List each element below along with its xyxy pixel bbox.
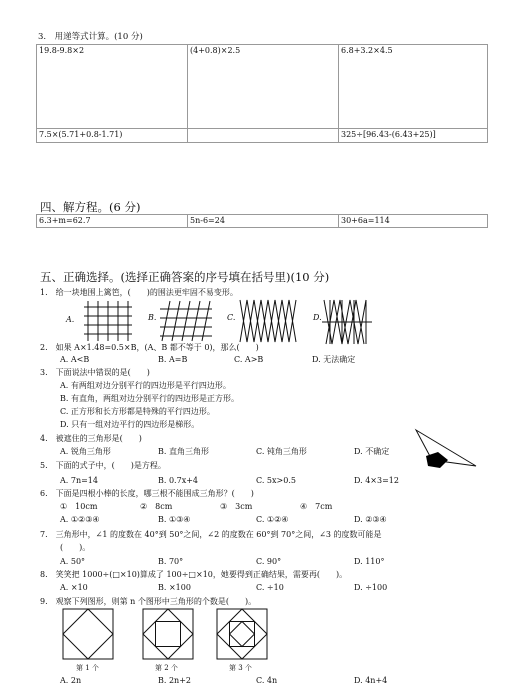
caption-3: 第 3 个 xyxy=(229,664,252,672)
option-c: C. A>B xyxy=(234,355,264,364)
option-b: B. xyxy=(148,313,157,322)
pattern-figure-3 xyxy=(216,608,268,660)
question-9: 9. 观察下列图形，则第 n 个图形中三角形的个数是( )。 xyxy=(40,597,257,606)
stick-2: ② 8cm xyxy=(140,502,173,511)
fence-triangle-figure xyxy=(240,300,296,344)
option-a: A. ×10 xyxy=(60,583,88,592)
option-a: A. 7n=14 xyxy=(60,476,98,485)
equation-cell: 5n-6=24 xyxy=(188,215,339,228)
option-d: D. 无法确定 xyxy=(312,355,356,364)
caption-1: 第 1 个 xyxy=(76,664,99,672)
option-a: A. 锐角三角形 xyxy=(60,447,111,456)
option-c: C. ①②④ xyxy=(256,515,289,524)
covered-triangle-figure xyxy=(414,428,478,468)
option-a: A. 50° xyxy=(60,557,86,566)
option-c: C. 5x>0.5 xyxy=(256,476,296,485)
option-a: A. A<B xyxy=(60,355,90,364)
option-a: A. ①②③④ xyxy=(60,515,100,524)
calc-cell: (4+0.8)×2.5 xyxy=(188,45,339,129)
option-a: A. xyxy=(66,315,75,324)
calc-cell xyxy=(188,129,339,143)
stick-3: ③ 3cm xyxy=(220,502,253,511)
option-b: B. ①③④ xyxy=(158,515,191,524)
calc-cell: 325÷[96.43-(6.43+25)] xyxy=(339,129,488,143)
stick-1: ① 10cm xyxy=(60,502,98,511)
calc-cell: 7.5×(5.71+0.8-1.71) xyxy=(37,129,188,143)
equation-cell: 6.3+m=62.7 xyxy=(37,215,188,228)
option-a: A. 2n xyxy=(60,676,82,685)
question-4: 4. 被遮住的三角形是( ) xyxy=(40,434,142,443)
question-8: 8. 笑笑把 1000÷(□×10)算成了 100÷□×10，她要得到正确结果，需要再( )。 xyxy=(40,570,348,579)
question-3: 3. 下面说法中错误的是( ) xyxy=(40,368,150,377)
option-c: C. 钝角三角形 xyxy=(256,447,307,456)
calc-table xyxy=(36,44,488,143)
option-d: D. ②③④ xyxy=(354,515,387,524)
fence-mixed-figure xyxy=(322,300,372,344)
option-b: B. 70° xyxy=(158,557,184,566)
equation-table xyxy=(36,214,488,228)
option-c: C. 4n xyxy=(256,676,278,685)
stick-4: ④ 7cm xyxy=(300,502,333,511)
option-b: B. 0.7x+4 xyxy=(158,476,198,485)
question-1: 1. 给一块地围上篱笆，( )的围法更牢固不易变形。 xyxy=(40,288,238,297)
option-d: D. 4×3=12 xyxy=(354,476,399,485)
option-a: A. 有两组对边分别平行的四边形是平行四边形。 xyxy=(60,381,231,390)
option-c: C. 90° xyxy=(256,557,282,566)
pattern-figure-2 xyxy=(142,608,194,660)
question-5: 5. 下面的式子中，( )是方程。 xyxy=(40,461,166,470)
option-c: C. 正方形和长方形都是特殊的平行四边形。 xyxy=(60,407,215,416)
section4-title: 四、解方程。(6 分) xyxy=(40,200,141,214)
option-d: D. 110° xyxy=(354,557,385,566)
question-7: 7. 三角形中，∠1 的度数在 40°到 50°之间，∠2 的度数在 60°到 70°之间，∠3 的度数可能是 xyxy=(40,530,382,539)
caption-2: 第 2 个 xyxy=(155,664,178,672)
fence-parallelogram-figure xyxy=(160,301,212,341)
option-d: D. 不确定 xyxy=(354,447,390,456)
question-2: 2. 如果 A×1.48=0.5×B，(A、B 都不等于 0)，那么( ) xyxy=(40,343,259,352)
option-d: D. 4n+4 xyxy=(354,676,388,685)
calc-cell: 19.8-9.8×2 xyxy=(37,45,188,129)
option-d: D. ÷100 xyxy=(354,583,388,592)
question-7-blank: ( )。 xyxy=(60,543,91,552)
option-b: B. ×100 xyxy=(158,583,191,592)
calc-cell: 6.8+3.2×4.5 xyxy=(339,45,488,129)
option-b: B. 2n+2 xyxy=(158,676,191,685)
pattern-figure-1 xyxy=(62,608,114,660)
option-c: C. xyxy=(227,313,236,322)
equation-cell: 30+6a=114 xyxy=(339,215,488,228)
option-b: B. 直角三角形 xyxy=(158,447,209,456)
fence-grid-figure xyxy=(84,301,132,341)
section3-title: 3. 用递等式计算。(10 分) xyxy=(38,32,143,42)
option-c: C. ÷10 xyxy=(256,583,284,592)
option-b: B. 有直角，两组对边分别平行的四边形是正方形。 xyxy=(60,394,239,403)
option-d: D. 只有一组对边平行的四边形是梯形。 xyxy=(60,420,200,429)
section5-title: 五、正确选择。(选择正确答案的序号填在括号里)(10 分) xyxy=(40,270,330,284)
question-6: 6. 下面是四根小棒的长度，哪三根不能围成三角形？( ) xyxy=(40,489,254,498)
option-b: B. A=B xyxy=(158,355,188,364)
option-d: D. xyxy=(313,313,322,322)
